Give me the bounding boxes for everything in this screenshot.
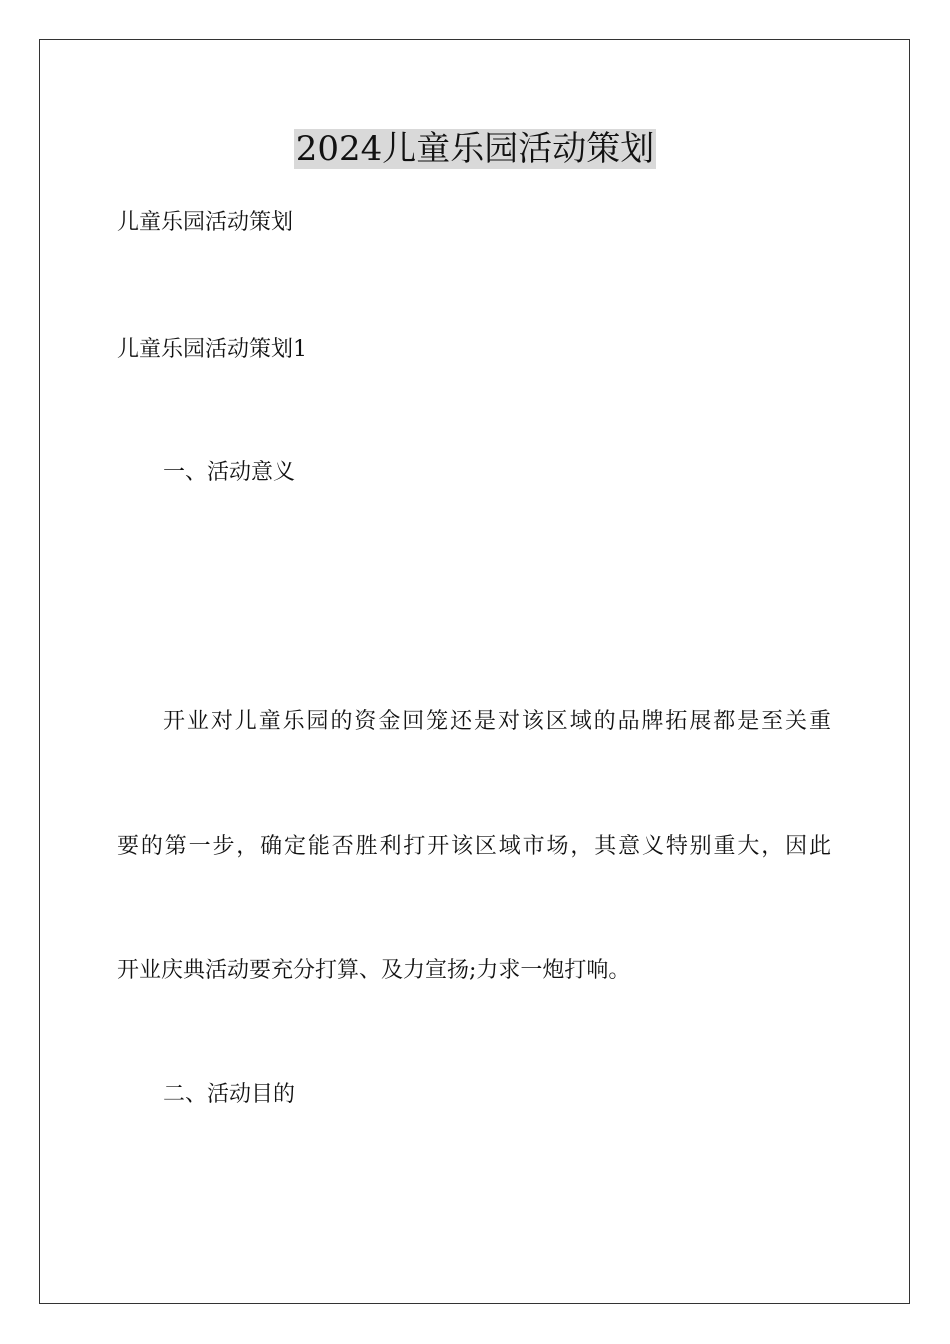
document-title: [0, 126, 950, 172]
body-line-3: 开业庆典活动要充分打算、及力宣扬;力求一炮打响。: [117, 958, 631, 983]
document-title-text: 2024儿童乐园活动策划: [295, 129, 655, 169]
body-line-1: 开业对儿童乐园的资金回笼还是对该区域的品牌拓展都是至关重: [163, 709, 831, 734]
heading-activity-purpose: 二、活动目的: [163, 1082, 296, 1107]
document-subtitle: 儿童乐园活动策划: [117, 210, 294, 235]
section-heading: 儿童乐园活动策划1: [117, 337, 307, 362]
heading-activity-significance: 一、活动意义: [163, 460, 296, 485]
body-line-2: 要的第一步，确定能否胜利打开该区域市场，其意义特别重大，因此: [117, 834, 831, 859]
